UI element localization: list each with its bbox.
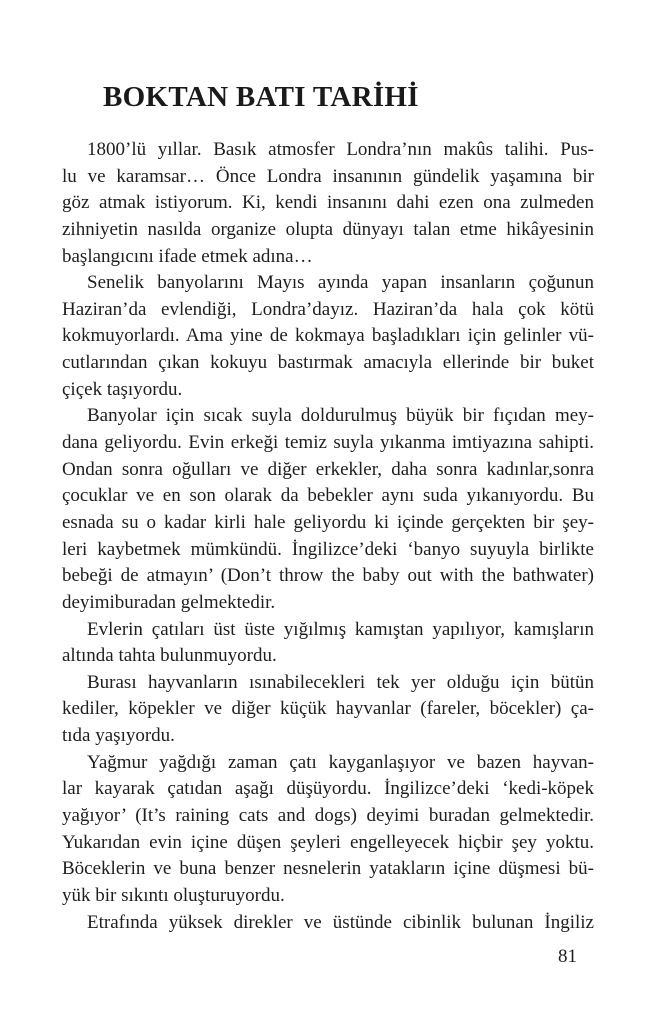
paragraph-line: göz atmak istiyorum. Ki, kendi insanını dahi ezen ona zulmeden <box>62 192 594 214</box>
paragraph-line: lar kayarak çatıdan aşağı düşüyordu. İngilizce’deki ‘kedi-köpek <box>62 778 594 800</box>
paragraph-line: Senelik banyolarını Mayıs ayında yapan insanların çoğunun <box>87 272 594 294</box>
paragraph-line: çocuklar ve en son olarak da bebekler aynı suda yıkanıyordu. Bu <box>62 485 594 507</box>
paragraph-line: lu ve karamsar… Önce Londra insanının gündelik yaşamına bir <box>62 165 594 187</box>
paragraph-line: Böceklerin ve buna benzer nesnelerin yatakların içine düşmesi bü- <box>62 858 594 880</box>
paragraph-line: Haziran’da evlendiği, Londra’dayız. Haziran’da hala çok kötü <box>62 298 594 320</box>
chapter-title: BOKTAN BATI TARİHİ <box>103 81 419 113</box>
paragraph-line: kediler, köpekler ve diğer küçük hayvanlar (fareler, böcekler) ça- <box>62 698 594 720</box>
paragraph-line: yük bir sıkıntı oluşturuyordu. <box>62 884 285 906</box>
page-number: 81 <box>558 946 577 967</box>
paragraph-line: Banyolar için sıcak suyla doldurulmuş büyük bir fıçıdan mey- <box>87 405 594 427</box>
body-text <box>62 137 594 936</box>
paragraph-line: Yukarıdan evin içine düşen şeyleri engelleyecek hiçbir şey yoktu. <box>62 831 594 853</box>
paragraph-line: esnada su o kadar kirli hale geliyordu ki içinde gerçekten bir şey- <box>62 511 594 533</box>
paragraph-line: çiçek taşıyordu. <box>62 378 183 400</box>
paragraph-line: yağıyor’ (It’s raining cats and dogs) deyimi buradan gelmektedir. <box>62 805 594 827</box>
paragraph-line: cutlarından çıkan kokuyu bastırmak amacıyla ellerinde bir buket <box>62 352 594 374</box>
paragraph-line: bebeği de atmayın’ (Don’t throw the baby out with the bathwater) <box>62 565 594 587</box>
paragraph-line: tıda yaşıyordu. <box>62 725 175 747</box>
paragraph-line: Etrafında yüksek direkler ve üstünde cibinlik bulunan İngiliz <box>87 911 594 933</box>
paragraph-line: Burası hayvanların ısınabilecekleri tek yer olduğu için bütün <box>87 671 594 693</box>
paragraph-line: zihniyetin nasılda organize olupta dünyayı talan etme hikâyesinin <box>62 218 594 240</box>
paragraph-line: altında tahta bulunmuyordu. <box>62 645 277 667</box>
paragraph-line: 1800’lü yıllar. Basık atmosfer Londra’nın makûs talihi. Pus- <box>87 139 594 160</box>
paragraph-line: başlangıcını ifade etmek adına… <box>62 245 313 267</box>
paragraph-line: leri kaybetmek mümkündü. İngilizce’deki ‘banyo suyuyla birlikte <box>62 538 594 560</box>
paragraph-line: kokmuyorlardı. Ama yine de kokmaya başladıkları için gelinler vü- <box>62 325 594 347</box>
paragraph-line: deyimiburadan gelmektedir. <box>62 591 276 613</box>
paragraph-line: Evlerin çatıları üst üste yığılmış kamıştan yapılıyor, kamışların <box>87 618 594 640</box>
paragraph-line: Yağmur yağdığı zaman çatı kayganlaşıyor ve bazen hayvan- <box>87 751 594 773</box>
paragraph-line: Ondan sonra oğulları ve diğer erkekler, daha sonra kadınlar,sonra <box>62 458 594 480</box>
paragraph-line: dana geliyordu. Evin erkeği temiz suyla yıkanma imtiyazına sahipti. <box>62 432 594 454</box>
